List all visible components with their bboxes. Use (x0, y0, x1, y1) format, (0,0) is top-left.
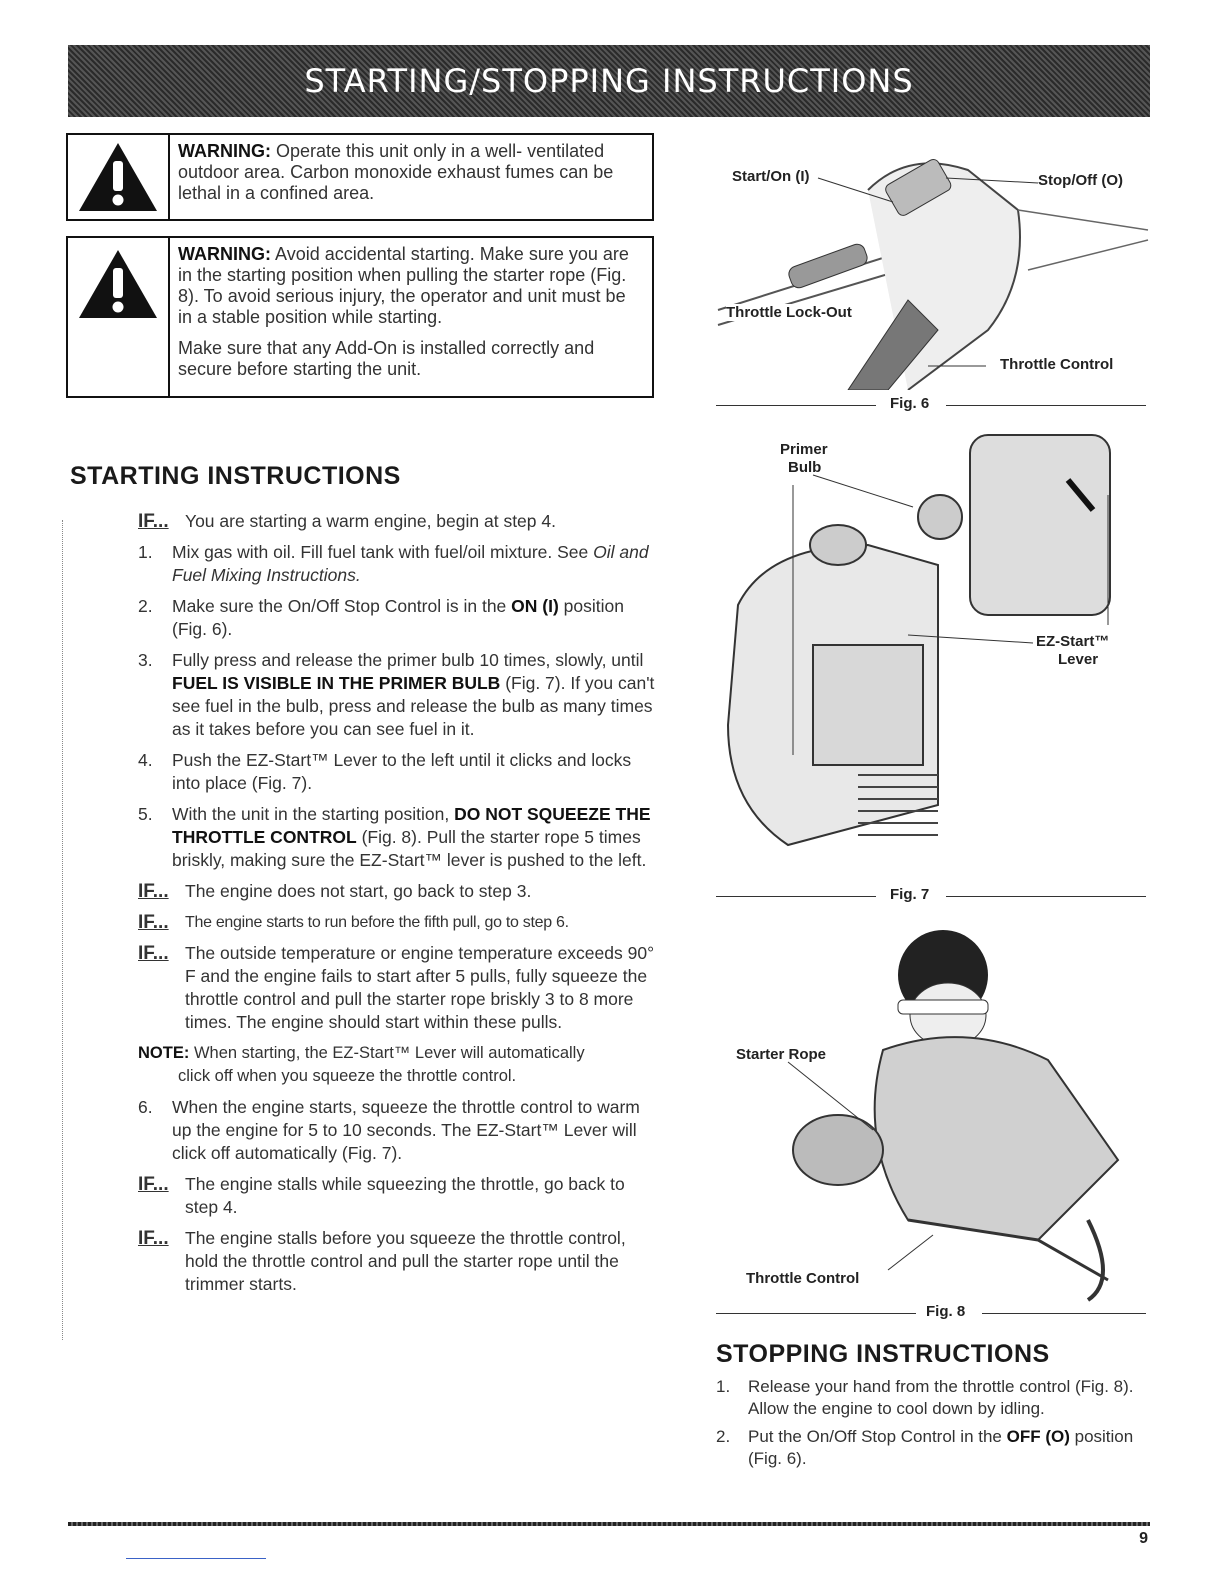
step-text-post: position (Fig. 6). (172, 596, 624, 639)
if-keyword: IF... (138, 881, 169, 902)
step-6 (130, 1096, 660, 1165)
step-3 (130, 649, 660, 741)
note-text: When starting, the EZ-Start™ Lever will automatically (193, 1044, 585, 1062)
warning-label: WARNING: (178, 141, 271, 161)
fig7-caption: Fig. 7 (890, 886, 930, 903)
if-keyword: IF... (138, 511, 169, 532)
decorative-blue-line (126, 1558, 266, 1559)
step-number: 2. (138, 596, 153, 616)
operator-starting-illustration (708, 920, 1158, 1310)
if-text: You are starting a warm engine, begin at step 4. (185, 511, 556, 531)
label-ez-start: EZ-Start™ (1036, 633, 1110, 650)
if-hot-temperature (130, 942, 660, 1034)
step-text: Release your hand from the throttle control (Fig. 8). Allow the engine to cool down by idling. (748, 1377, 1134, 1418)
step-text (130, 803, 660, 872)
if-text: The engine stalls before you squeeze the throttle control, hold the throttle control and pull the starter rope until the trimmer starts. (185, 1228, 626, 1294)
label-primer: Primer (780, 441, 828, 458)
step-1 (130, 541, 660, 587)
label-starter-rope: Starter Rope (736, 1046, 827, 1063)
step-text-pre: Put the On/Off Stop Control in the (748, 1427, 1007, 1446)
if-warm-engine (130, 510, 660, 533)
label-lever: Lever (1058, 651, 1099, 668)
stopping-steps (716, 1376, 1156, 1476)
if-keyword: IF... (138, 943, 169, 964)
starting-heading: STARTING INSTRUCTIONS (70, 462, 401, 490)
page-number: 9 (1139, 1530, 1148, 1547)
fig6-caption: Fig. 6 (890, 395, 930, 412)
figure-8 (708, 920, 1158, 1310)
caption-rule (982, 1313, 1146, 1314)
label-bulb: Bulb (788, 459, 822, 476)
stop-step-1 (716, 1376, 1156, 1420)
step-number: 4. (138, 750, 153, 770)
warning-triangle-icon (77, 141, 159, 213)
step-number: 1. (716, 1377, 731, 1396)
step-text (130, 541, 660, 587)
step-text-bold: OFF (O) (1006, 1427, 1070, 1446)
flow-guide-line (62, 520, 65, 1340)
if-keyword: IF... (138, 1174, 169, 1195)
if-text: The engine starts to run before the fifth pull, go to step 6. (185, 914, 569, 931)
step-text (130, 649, 660, 741)
starting-steps (130, 510, 660, 1304)
step-5 (130, 803, 660, 872)
step-4 (130, 749, 660, 795)
caption-rule (716, 405, 876, 406)
if-text: The engine does not start, go back to step 3. (185, 881, 532, 901)
step-text: When the engine starts, squeeze the throttle control to warm up the engine for 5 to 10 seconds. The EZ-Start™ Lever will click off automatically (Fig. 7). (172, 1097, 640, 1163)
warning-body: Operate this unit only in a well- ventilated outdoor area. Carbon monoxide exhaust fumes can be lethal in a confined area. (178, 141, 614, 203)
label-stop-off: Stop/Off (O) (1038, 172, 1123, 189)
step-text-main: Mix gas with oil. Fill fuel tank with fuel/oil mixture. See (172, 542, 594, 562)
note-label: NOTE: (138, 1044, 190, 1062)
step-number: 3. (138, 650, 153, 670)
step-text-bold: FUEL IS VISIBLE IN THE PRIMER BULB (172, 673, 501, 693)
step-text-post: (Fig. 8). Pull the starter rope 5 times briskly, making sure the EZ-Start™ lever is pushed to the left. (172, 827, 647, 870)
step-number: 6. (138, 1097, 153, 1117)
step-text-pre: Fully press and release the primer bulb 10 times, slowly, until (172, 650, 644, 670)
step-text-post: position (Fig. 6). (748, 1427, 1134, 1468)
step-number: 5. (138, 804, 153, 824)
warning-box-ventilation (66, 133, 654, 221)
caption-rule (946, 405, 1146, 406)
step-2 (130, 595, 660, 641)
warning-triangle-icon (77, 248, 159, 320)
warning-icon-cell (68, 238, 170, 396)
label-throttle-control: Throttle Control (1000, 356, 1114, 373)
banner-title: STARTING/STOPPING INSTRUCTIONS (304, 62, 914, 100)
warning-text (170, 238, 652, 396)
if-no-start (130, 880, 660, 903)
if-keyword: IF... (138, 1228, 169, 1249)
if-text: The outside temperature or engine temperature exceeds 90° F and the engine fails to start after 5 pulls, fully squeeze the throttle control and pull the starter rope briskly 3 to 8 more times. The engine should start within these pulls. (185, 943, 655, 1032)
step-number: 2. (716, 1427, 731, 1446)
warning-icon-cell (68, 135, 170, 219)
step-text-pre: Make sure the On/Off Stop Control is in the (172, 596, 512, 616)
if-stalls-squeezing (130, 1173, 660, 1219)
label-throttle-control: Throttle Control (746, 1270, 860, 1287)
if-stalls-before (130, 1227, 660, 1296)
figure-6 (708, 130, 1158, 410)
footer-rule (68, 1522, 1150, 1526)
warning-label: WARNING: (178, 244, 271, 264)
caption-rule (716, 1313, 916, 1314)
if-keyword: IF... (138, 912, 169, 933)
step-text (130, 595, 660, 641)
step-text-post: (Fig. 7). If you can't see fuel in the bulb, press and release the bulb as many times as it takes before you can see fuel in it. (172, 673, 655, 739)
step-text-bold: ON (I) (511, 596, 559, 616)
if-text: The engine stalls while squeezing the throttle, go back to step 4. (185, 1174, 625, 1217)
note-text-cont: click off when you squeeze the throttle control. (178, 1067, 517, 1085)
caption-rule (946, 896, 1146, 897)
step-text-ref: Oil and Fuel Mixing Instructions. (172, 542, 649, 585)
warning-body: Avoid accidental starting. Make sure you are in the starting position when pulling the starter rope (Fig. 8). To avoid serious injury, the operator and unit must be in a stable position while starting. (178, 244, 629, 327)
fig8-caption: Fig. 8 (926, 1303, 966, 1320)
stop-step-2 (716, 1426, 1156, 1470)
label-throttle-lockout: Throttle Lock-Out (726, 304, 852, 321)
caption-rule (716, 896, 876, 897)
step-number: 1. (138, 542, 153, 562)
step-text (716, 1426, 1156, 1470)
figure-7 (708, 425, 1158, 880)
step-text-pre: With the unit in the starting position, (172, 804, 455, 824)
stopping-heading: STOPPING INSTRUCTIONS (716, 1340, 1050, 1368)
warning-body-addon: Make sure that any Add-On is installed correctly and secure before starting the unit. (178, 338, 595, 379)
label-start-on: Start/On (I) (732, 168, 810, 185)
page-banner (68, 45, 1150, 117)
if-starts-early (130, 911, 660, 934)
step-text-bold: DO NOT SQUEEZE THE THROTTLE CONTROL (172, 804, 651, 847)
warning-text (170, 135, 652, 219)
warning-box-accidental-start (66, 236, 654, 398)
note (130, 1042, 660, 1088)
step-text: Push the EZ-Start™ Lever to the left until it clicks and locks into place (Fig. 7). (172, 750, 632, 793)
